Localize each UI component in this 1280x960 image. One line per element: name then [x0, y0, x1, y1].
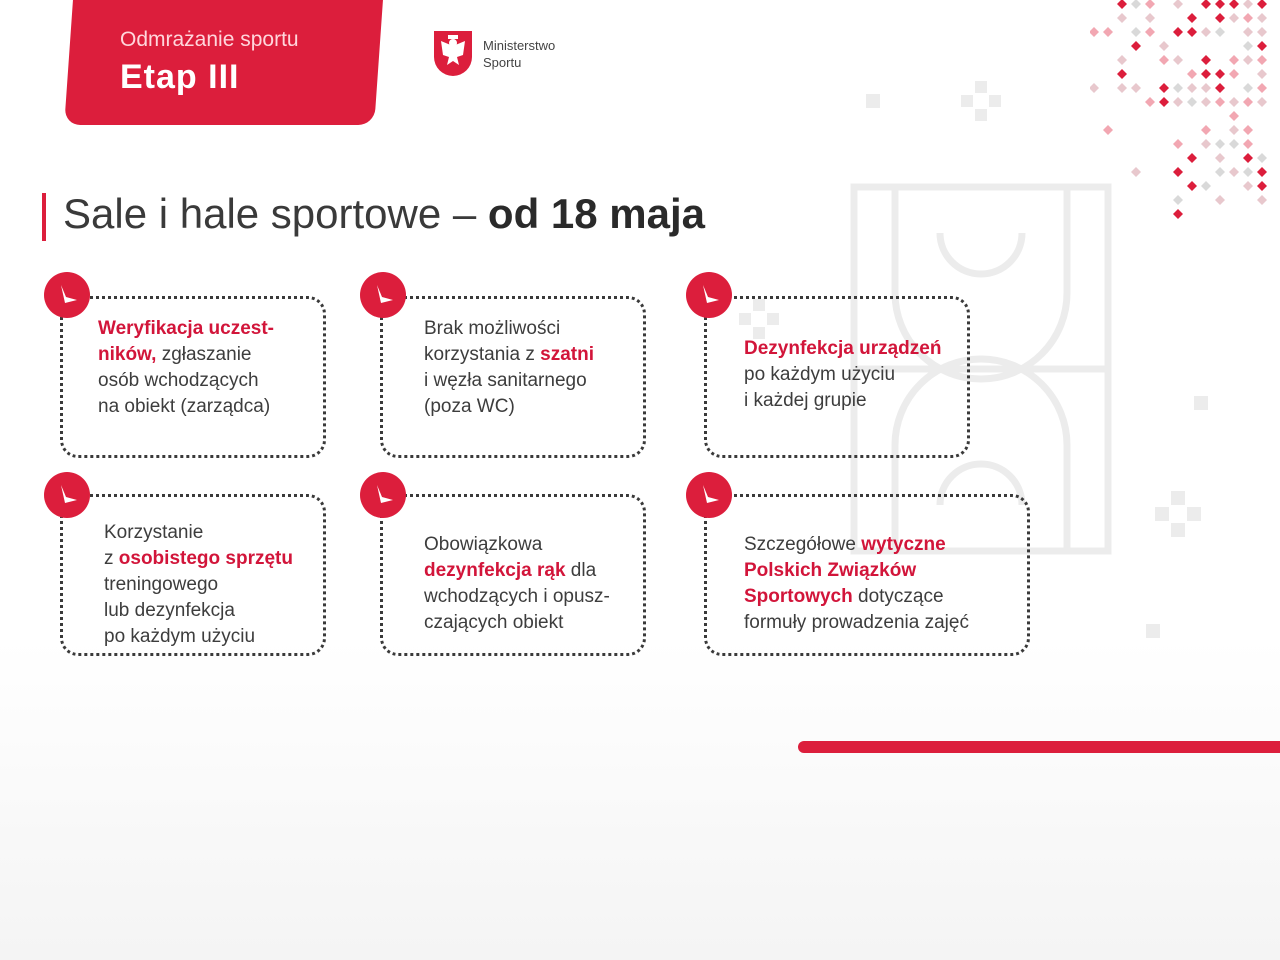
- rule-line: [104, 520, 293, 546]
- mosaic-tile: [1173, 0, 1183, 9]
- mosaic-tile: [1201, 181, 1211, 191]
- mosaic-tile: [1131, 167, 1141, 177]
- clock-hand-icon: [686, 272, 732, 318]
- rule-fragment: wchodzących i opusz-: [424, 586, 610, 607]
- mosaic-tile: [1187, 181, 1197, 191]
- rule-highlight: szatni: [540, 344, 595, 365]
- rule-line: [424, 610, 610, 636]
- mosaic-tile: [1243, 139, 1253, 149]
- mosaic-tile: [1131, 27, 1141, 37]
- rule-line: [424, 368, 594, 394]
- rule-text: [424, 532, 610, 636]
- mosaic-tile: [1243, 125, 1253, 135]
- rule-fragment: i każdej grupie: [744, 390, 867, 411]
- mosaic-tile: [1229, 55, 1239, 65]
- mosaic-tile: [1090, 27, 1099, 37]
- background-fade: [0, 640, 1280, 960]
- rule-fragment: lub dezynfekcja: [104, 600, 235, 621]
- mosaic-tile: [1201, 69, 1211, 79]
- mosaic-tile: [1117, 0, 1127, 9]
- mosaic-decoration: [1090, 0, 1280, 240]
- mosaic-tile: [1201, 0, 1211, 9]
- mosaic-tile: [1187, 69, 1197, 79]
- mosaic-tile: [1173, 167, 1183, 177]
- rule-fragment: Obowiązkowa: [424, 534, 543, 555]
- rule-line: [98, 394, 274, 420]
- rule-line: [104, 598, 293, 624]
- mosaic-tile: [1215, 167, 1225, 177]
- mosaic-tile: [1117, 55, 1127, 65]
- mosaic-tile: [1229, 139, 1239, 149]
- mosaic-tile: [1201, 27, 1211, 37]
- rule-fragment: formuły prowadzenia zajęć: [744, 612, 969, 633]
- mosaic-tile: [1257, 181, 1267, 191]
- mosaic-tile: [1173, 139, 1183, 149]
- mosaic-tile: [1173, 83, 1183, 93]
- mosaic-tile: [1117, 83, 1127, 93]
- mosaic-tile: [1229, 167, 1239, 177]
- rule-line: [744, 336, 941, 362]
- rule-highlight: Sportowych: [744, 586, 853, 607]
- mosaic-tile: [1187, 97, 1197, 107]
- mosaic-tile: [1229, 0, 1239, 9]
- rule-fragment: z: [104, 548, 119, 569]
- clock-hand-icon: [686, 472, 732, 518]
- rule-text: [98, 316, 274, 420]
- mosaic-tile: [1257, 27, 1267, 37]
- rule-fragment: Korzystanie: [104, 522, 204, 543]
- clock-hand-icon: [360, 272, 406, 318]
- mosaic-tile: [1159, 97, 1169, 107]
- rule-highlight: ników,: [98, 344, 157, 365]
- rule-fragment: treningowego: [104, 574, 219, 595]
- mosaic-tile: [1145, 0, 1155, 9]
- rule-line: [424, 316, 594, 342]
- rule-highlight: wytyczne: [861, 534, 946, 555]
- mosaic-tile: [1215, 69, 1225, 79]
- rule-highlight: Polskich Związków: [744, 560, 917, 581]
- mosaic-tile: [1159, 55, 1169, 65]
- mosaic-tile: [1215, 153, 1225, 163]
- bottom-accent-stripe: [798, 741, 1280, 753]
- rule-fragment: zgłaszanie: [156, 344, 252, 365]
- mosaic-tile: [1145, 27, 1155, 37]
- plus-decoration: [958, 78, 1004, 124]
- mosaic-tile: [1243, 167, 1253, 177]
- mosaic-tile: [1117, 13, 1127, 23]
- mosaic-tile: [1229, 97, 1239, 107]
- rule-line: [104, 572, 293, 598]
- rule-highlight: Dezynfekcja urządzeń: [744, 338, 942, 359]
- mosaic-tile: [1201, 83, 1211, 93]
- clock-hand-icon: [360, 472, 406, 518]
- mosaic-tile: [1173, 209, 1183, 219]
- mosaic-tile: [1215, 0, 1225, 9]
- title-accent-bar: [42, 193, 46, 241]
- mosaic-tile: [1215, 139, 1225, 149]
- mosaic-tile: [1229, 13, 1239, 23]
- mosaic-tile: [1257, 69, 1267, 79]
- mosaic-tile: [1131, 0, 1141, 9]
- rule-line: [424, 532, 610, 558]
- mosaic-tile: [1257, 13, 1267, 23]
- mosaic-tile: [1243, 55, 1253, 65]
- mosaic-tile: [1243, 83, 1253, 93]
- mosaic-tile: [1215, 13, 1225, 23]
- mosaic-tile: [1103, 125, 1113, 135]
- mosaic-tile: [1090, 83, 1099, 93]
- rule-highlight: dezynfekcja rąk: [424, 560, 566, 581]
- rule-line: [744, 532, 969, 558]
- rule-line: [744, 610, 969, 636]
- mosaic-tile: [1257, 167, 1267, 177]
- rule-line: [424, 394, 594, 420]
- ministry-name: [483, 37, 555, 71]
- rule-line: [744, 584, 969, 610]
- mosaic-tile: [1215, 27, 1225, 37]
- page-title-main: Sale i hale sportowe –: [63, 190, 488, 237]
- mosaic-tile: [1159, 41, 1169, 51]
- mosaic-tile: [1131, 41, 1141, 51]
- mosaic-tile: [1159, 83, 1169, 93]
- rule-text: [744, 336, 941, 414]
- rule-line: [744, 388, 941, 414]
- rule-line: [98, 342, 274, 368]
- mosaic-tile: [1187, 83, 1197, 93]
- rule-fragment: osób wchodzących: [98, 370, 259, 391]
- rule-line: [104, 624, 293, 650]
- rule-fragment: czających obiekt: [424, 612, 564, 633]
- mosaic-tile: [1243, 97, 1253, 107]
- ministry-line-1: Ministerstwo: [483, 38, 556, 53]
- mosaic-tile: [1229, 111, 1239, 121]
- plus-decoration: [1152, 488, 1204, 540]
- tab-subtitle: Odmrażanie sportu: [120, 28, 299, 51]
- mosaic-tile: [1257, 153, 1267, 163]
- rule-fragment: korzystania z: [424, 344, 541, 365]
- mosaic-tile: [1173, 97, 1183, 107]
- mosaic-tile: [1229, 69, 1239, 79]
- mosaic-tile: [1243, 0, 1253, 9]
- mosaic-tile: [1187, 27, 1197, 37]
- mosaic-tile: [1215, 195, 1225, 205]
- mosaic-tile: [1131, 83, 1141, 93]
- rule-line: [98, 316, 274, 342]
- mosaic-tile: [1243, 41, 1253, 51]
- rule-fragment: i węzła sanitarnego: [424, 370, 587, 391]
- page-title-date: od 18 maja: [487, 190, 706, 237]
- mosaic-tile: [1257, 55, 1267, 65]
- mosaic-tile: [1243, 153, 1253, 163]
- rule-line: [98, 368, 274, 394]
- mosaic-tile: [1187, 153, 1197, 163]
- rule-fragment: dotyczące: [852, 586, 944, 607]
- mosaic-tile: [1215, 97, 1225, 107]
- rule-fragment: (poza WC): [424, 396, 515, 417]
- mosaic-tile: [1229, 125, 1239, 135]
- mosaic-tile: [1173, 27, 1183, 37]
- mosaic-tile: [1187, 13, 1197, 23]
- clock-hand-icon: [44, 272, 90, 318]
- mosaic-tile: [1243, 13, 1253, 23]
- mosaic-tile: [1257, 83, 1267, 93]
- mosaic-tile: [1145, 13, 1155, 23]
- square-decoration: [1146, 624, 1160, 638]
- rule-line: [744, 362, 941, 388]
- mosaic-tile: [1243, 27, 1253, 37]
- mosaic-tile: [1257, 97, 1267, 107]
- clock-hand-icon: [44, 472, 90, 518]
- rule-fragment: dla: [565, 560, 597, 581]
- mosaic-tile: [1173, 55, 1183, 65]
- mosaic-tile: [1257, 41, 1267, 51]
- mosaic-tile: [1243, 181, 1253, 191]
- ministry-line-2: Sportu: [483, 55, 522, 70]
- mosaic-tile: [1257, 195, 1267, 205]
- mosaic-tile: [1201, 97, 1211, 107]
- mosaic-tile: [1173, 195, 1183, 205]
- rule-line: [424, 342, 594, 368]
- eagle-emblem-icon: [432, 29, 474, 77]
- tab-title: Etap III: [120, 58, 240, 96]
- mosaic-tile: [1201, 139, 1211, 149]
- rule-line: [424, 584, 610, 610]
- mosaic-tile: [1145, 97, 1155, 107]
- rule-fragment: Szczegółowe: [744, 534, 862, 555]
- rule-fragment: na obiekt (zarządca): [98, 396, 271, 417]
- rule-fragment: po każdym użyciu: [104, 626, 256, 647]
- mosaic-tile: [1103, 27, 1113, 37]
- rule-fragment: po każdym użyciu: [744, 364, 896, 385]
- rule-highlight: Weryfikacja uczest-: [98, 318, 275, 339]
- rule-line: [104, 546, 293, 572]
- mosaic-tile: [1201, 125, 1211, 135]
- mosaic-tile: [1215, 83, 1225, 93]
- mosaic-tile: [1257, 0, 1267, 9]
- square-decoration: [1194, 396, 1208, 410]
- mosaic-tile: [1117, 69, 1127, 79]
- rule-highlight: osobistego sprzętu: [118, 548, 293, 569]
- rule-fragment: Brak możliwości: [424, 318, 561, 339]
- square-decoration: [866, 94, 880, 108]
- rule-line: [744, 558, 969, 584]
- page-title: [63, 190, 705, 238]
- rule-text: [744, 532, 969, 636]
- rule-text: [104, 520, 293, 650]
- rule-line: [424, 558, 610, 584]
- mosaic-tile: [1201, 55, 1211, 65]
- rule-text: [424, 316, 594, 420]
